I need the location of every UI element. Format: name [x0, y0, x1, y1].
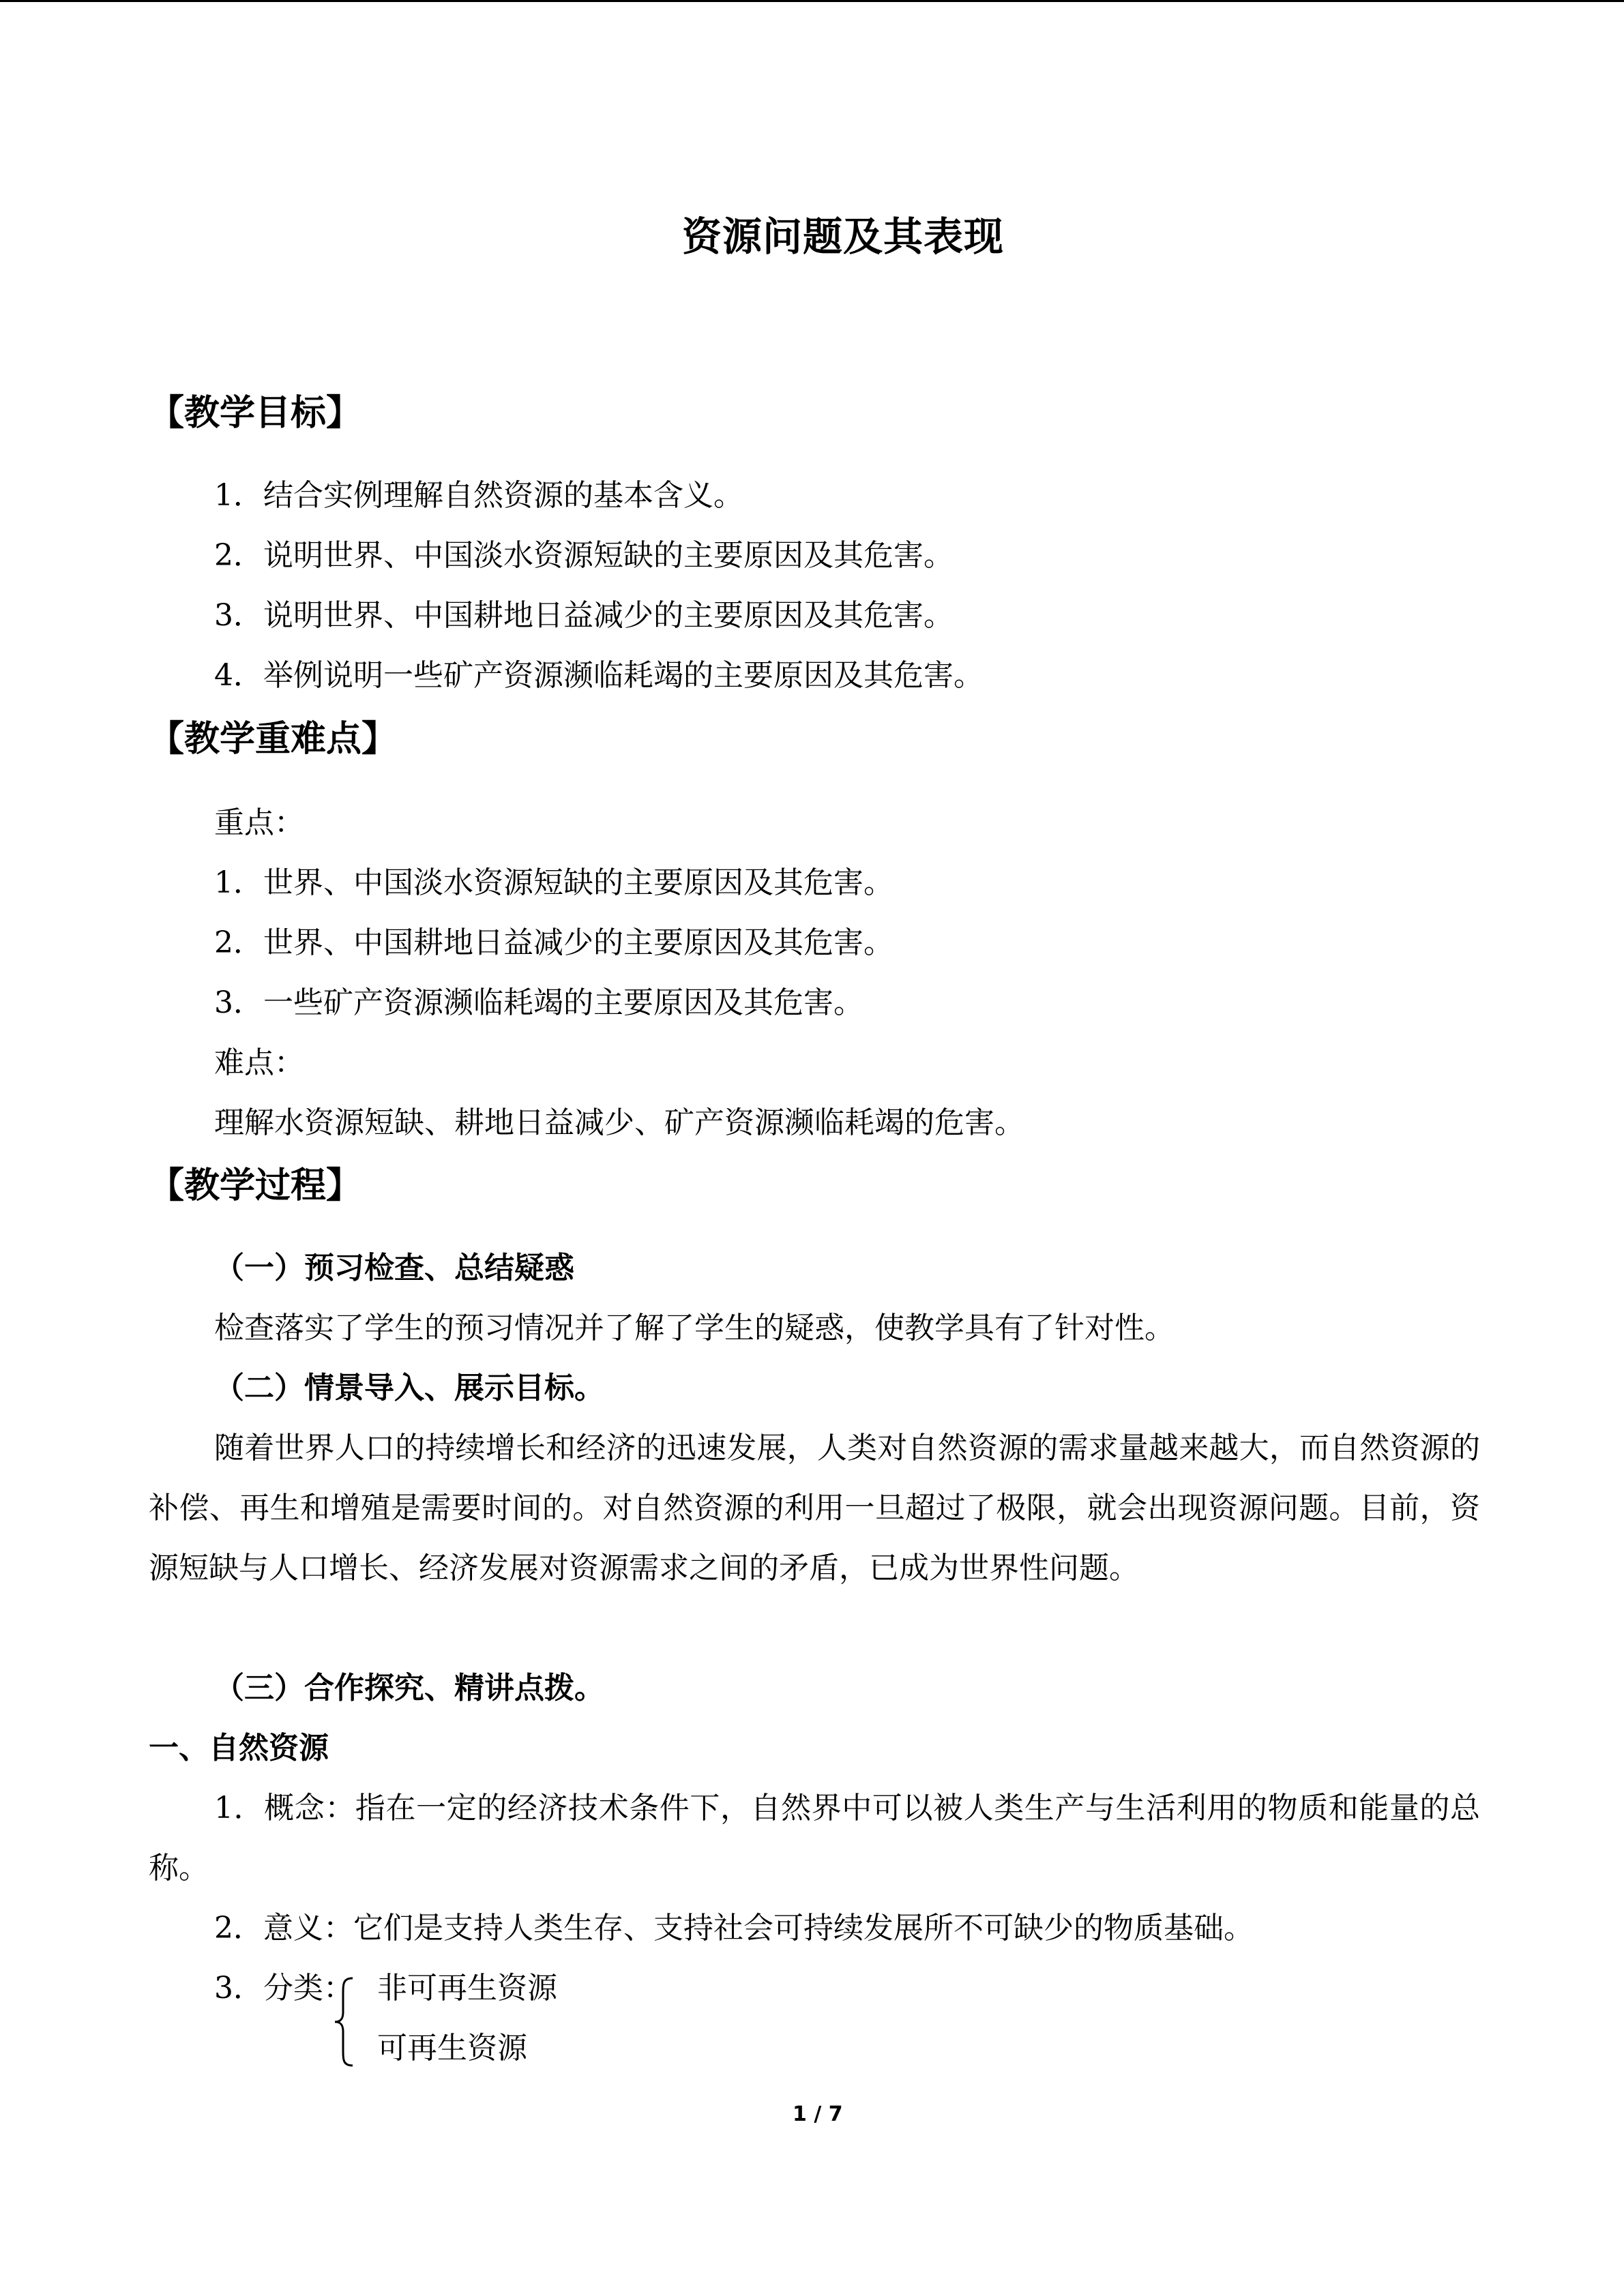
top-border-line — [0, 0, 1624, 2]
key-point-item: 3．一些矿产资源濒临耗竭的主要原因及其危害。 — [214, 985, 863, 1020]
concept-paragraph: 1．概念：指在一定的经济技术条件下，自然界中可以被人类生产与生活利用的物质和能量的总称。 — [149, 1791, 1480, 1885]
difficult-points-label: 难点： — [214, 1045, 304, 1080]
key-point-item: 2．世界、中国耕地日益减少的主要原因及其危害。 — [214, 925, 894, 960]
significance-text: 2．意义：它们是支持人类生存、支持社会可持续发展所不可缺少的物质基础。 — [214, 1911, 1254, 1945]
step2-heading: （二）情景导入、展示目标。 — [214, 1371, 604, 1405]
key-difficult-heading: 【教学重难点】 — [149, 718, 398, 760]
step1-heading: （一）预习检查、总结疑惑 — [214, 1251, 574, 1285]
curly-brace-icon — [331, 1974, 358, 2070]
part1-heading: 一、自然资源 — [149, 1731, 329, 1765]
page-number: 1 / 7 — [793, 2102, 843, 2126]
classification-label: 3．分类： — [214, 1971, 353, 2006]
key-point-item: 1．世界、中国淡水资源短缺的主要原因及其危害。 — [214, 865, 894, 900]
objective-item: 3．说明世界、中国耕地日益减少的主要原因及其危害。 — [214, 598, 954, 633]
classification-item: 可再生资源 — [377, 2031, 527, 2066]
key-points-label: 重点： — [214, 805, 304, 840]
process-heading: 【教学过程】 — [149, 1165, 362, 1206]
difficult-point-text: 理解水资源短缺、耕地日益减少、矿产资源濒临耗竭的危害。 — [214, 1105, 1024, 1140]
classification-item: 非可再生资源 — [377, 1971, 557, 2006]
objective-item: 2．说明世界、中国淡水资源短缺的主要原因及其危害。 — [214, 538, 954, 573]
step2-paragraph: 随着世界人口的持续增长和经济的迅速发展，人类对自然资源的需求量越来越大，而自然资源的补偿、再生和增殖是需要时间的。对自然资源的利用一旦超过了极限，就会出现资源问题。目前，资源短缺与人口增长、经济发展对资源需求之间的矛盾，已成为世界性问题。 — [149, 1431, 1480, 1585]
step3-heading: （三）合作探究、精讲点拨。 — [214, 1671, 604, 1705]
objective-item: 1．结合实例理解自然资源的基本含义。 — [214, 478, 743, 513]
page-title: 资源问题及其表现 — [682, 213, 1005, 260]
objective-item: 4．举例说明一些矿产资源濒临耗竭的主要原因及其危害。 — [214, 658, 984, 693]
step1-text: 检查落实了学生的预习情况并了解了学生的疑惑，使教学具有了针对性。 — [214, 1311, 1175, 1345]
objectives-heading: 【教学目标】 — [149, 392, 362, 434]
